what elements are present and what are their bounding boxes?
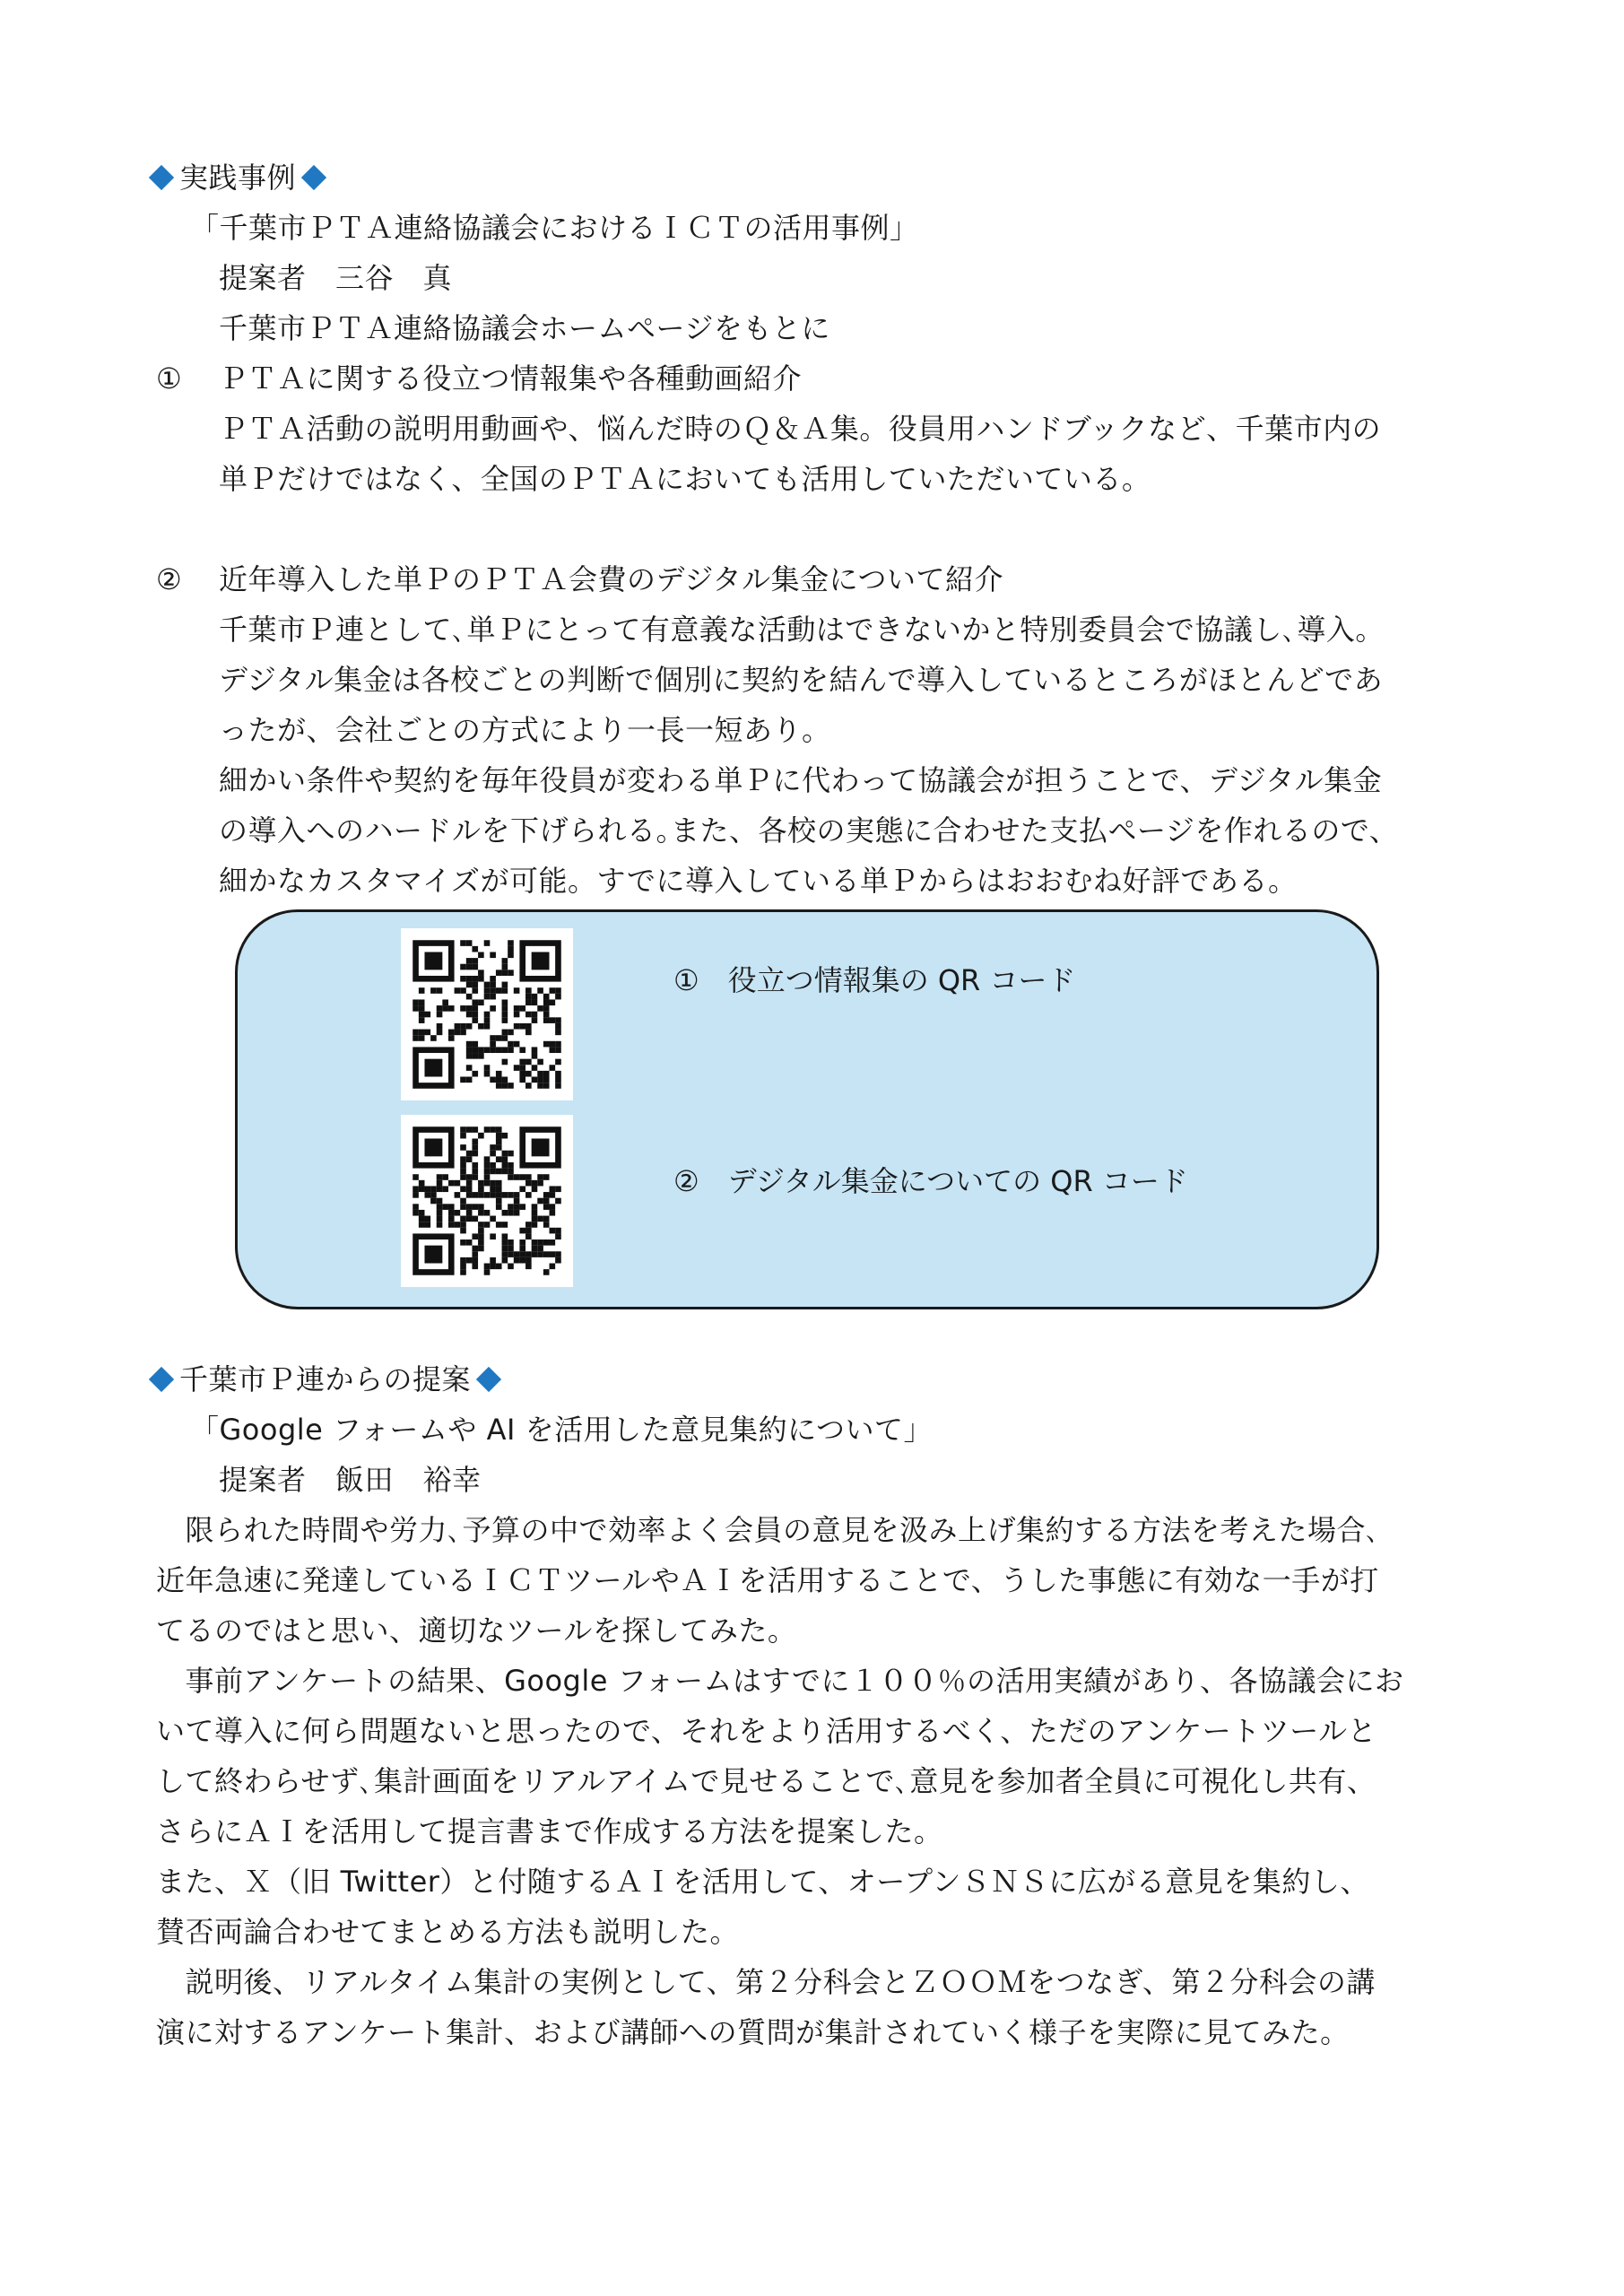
item-2-number: ②: [156, 562, 183, 596]
qr-label-2: ② デジタル集金についての QR コード: [673, 1164, 1188, 1198]
item-2-line: 細かい条件や契約を毎年役員が変わる単Ｐに代わって協議会が担うことで、デジタル集金: [219, 763, 1383, 797]
proposal-line: 限られた時間や労力､予算の中で効率よく会員の意見を汲み上げ集約する方法を考えた場合､: [156, 1513, 1381, 1547]
proposal-line: てるのではと思い、適切なツールを探してみた。: [156, 1613, 797, 1648]
practice-heading-text: 実践事例: [179, 161, 297, 195]
proposal-line: いて導入に何ら問題ないと思ったので、それをより活用するべく、ただのアンケートツールと: [156, 1714, 1377, 1748]
proposal-presenter: 提案者 飯田 裕幸: [219, 1463, 482, 1497]
item-2-line: 細かなカスタマイズが可能。すでに導入している単Ｐからはおおむね好評である。: [219, 864, 1298, 898]
item-1-line: ＰＴＡ活動の説明用動画や、悩んだ時のＱ＆Ａ集。役員用ハンドブックなど、千葉市内の: [219, 412, 1382, 446]
qr-code-1[interactable]: [401, 928, 573, 1100]
qr-label-1: ① 役立つ情報集の QR コード: [673, 963, 1076, 997]
practice-presenter: 提案者 三谷 真: [219, 261, 453, 295]
qr-panel: [235, 909, 1379, 1309]
practice-heading: [149, 160, 332, 196]
qr-code-icon: [401, 928, 573, 1100]
item-1-line: 単Ｐだけではなく、全国のＰＴＡにおいても活用していただいている。: [219, 462, 1151, 496]
practice-title: 「千葉市ＰＴＡ連絡協議会におけるＩＣＴの活用事例」: [190, 211, 919, 245]
proposal-line: 説明後、リアルタイム集計の実例として、第２分科会とＺＯＯＭをつなぎ、第２分科会の講: [156, 1965, 1376, 1999]
proposal-line: さらにＡＩを活用して提言書まで作成する方法を提案した。: [156, 1814, 943, 1848]
qr-code-icon: [401, 1115, 573, 1287]
proposal-line: 近年急速に発達しているＩＣＴツールやＡＩを活用することで、うした事態に有効な一手が打: [156, 1563, 1379, 1597]
proposal-line: 演に対するアンケート集計、および講師への質問が集計されていく様子を実際に見てみた。: [156, 2015, 1350, 2049]
item-2-line: の導入へのハードルを下げられる｡また、各校の実態に合わせた支払ページを作れるので、: [219, 813, 1399, 848]
item-1-title: ＰＴＡに関する役立つ情報集や各種動画紹介: [219, 361, 803, 396]
proposal-line: また、Ｘ（旧 Twitter）と付随するＡＩを活用して、オープンＳＮＳに広がる意見を集約し、: [156, 1865, 1369, 1899]
item-2-heading: [156, 561, 1003, 597]
diamond-icon: [476, 1367, 501, 1392]
proposal-heading-text: 千葉市Ｐ連からの提案: [179, 1362, 472, 1396]
proposal-title: 「Google フォームや AI を活用した意見集約について」: [190, 1413, 933, 1447]
item-2-line: ったが、会社ごとの方式により一長一短あり。: [219, 713, 831, 747]
proposal-line: して終わらせず､集計画面をリアルアイムで見せることで､意見を参加者全員に可視化し共有、: [156, 1764, 1376, 1798]
item-2-title: 近年導入した単ＰのＰＴＡ会費のデジタル集金について紹介: [219, 562, 1003, 596]
proposal-heading: [149, 1361, 507, 1397]
item-1-number: ①: [156, 361, 183, 396]
item-1-heading: [156, 361, 802, 396]
diamond-icon: [149, 165, 174, 190]
item-2-line: 千葉市Ｐ連として､単Ｐにとって有意義な活動はできないかと特別委員会で協議し､導入。: [219, 613, 1385, 647]
proposal-line: 賛否両論合わせてまとめる方法も説明した。: [156, 1915, 740, 1949]
practice-source: 千葉市ＰＴＡ連絡協議会ホームページをもとに: [219, 311, 830, 345]
diamond-icon: [301, 165, 326, 190]
qr-code-2[interactable]: [401, 1115, 573, 1287]
diamond-icon: [149, 1367, 174, 1392]
proposal-line: 事前アンケートの結果、Google フォームはすでに１００％の活用実績があり、各協議会にお: [156, 1664, 1404, 1698]
item-2-line: デジタル集金は各校ごとの判断で個別に契約を結んで導入しているところがほとんどであ: [219, 663, 1384, 697]
